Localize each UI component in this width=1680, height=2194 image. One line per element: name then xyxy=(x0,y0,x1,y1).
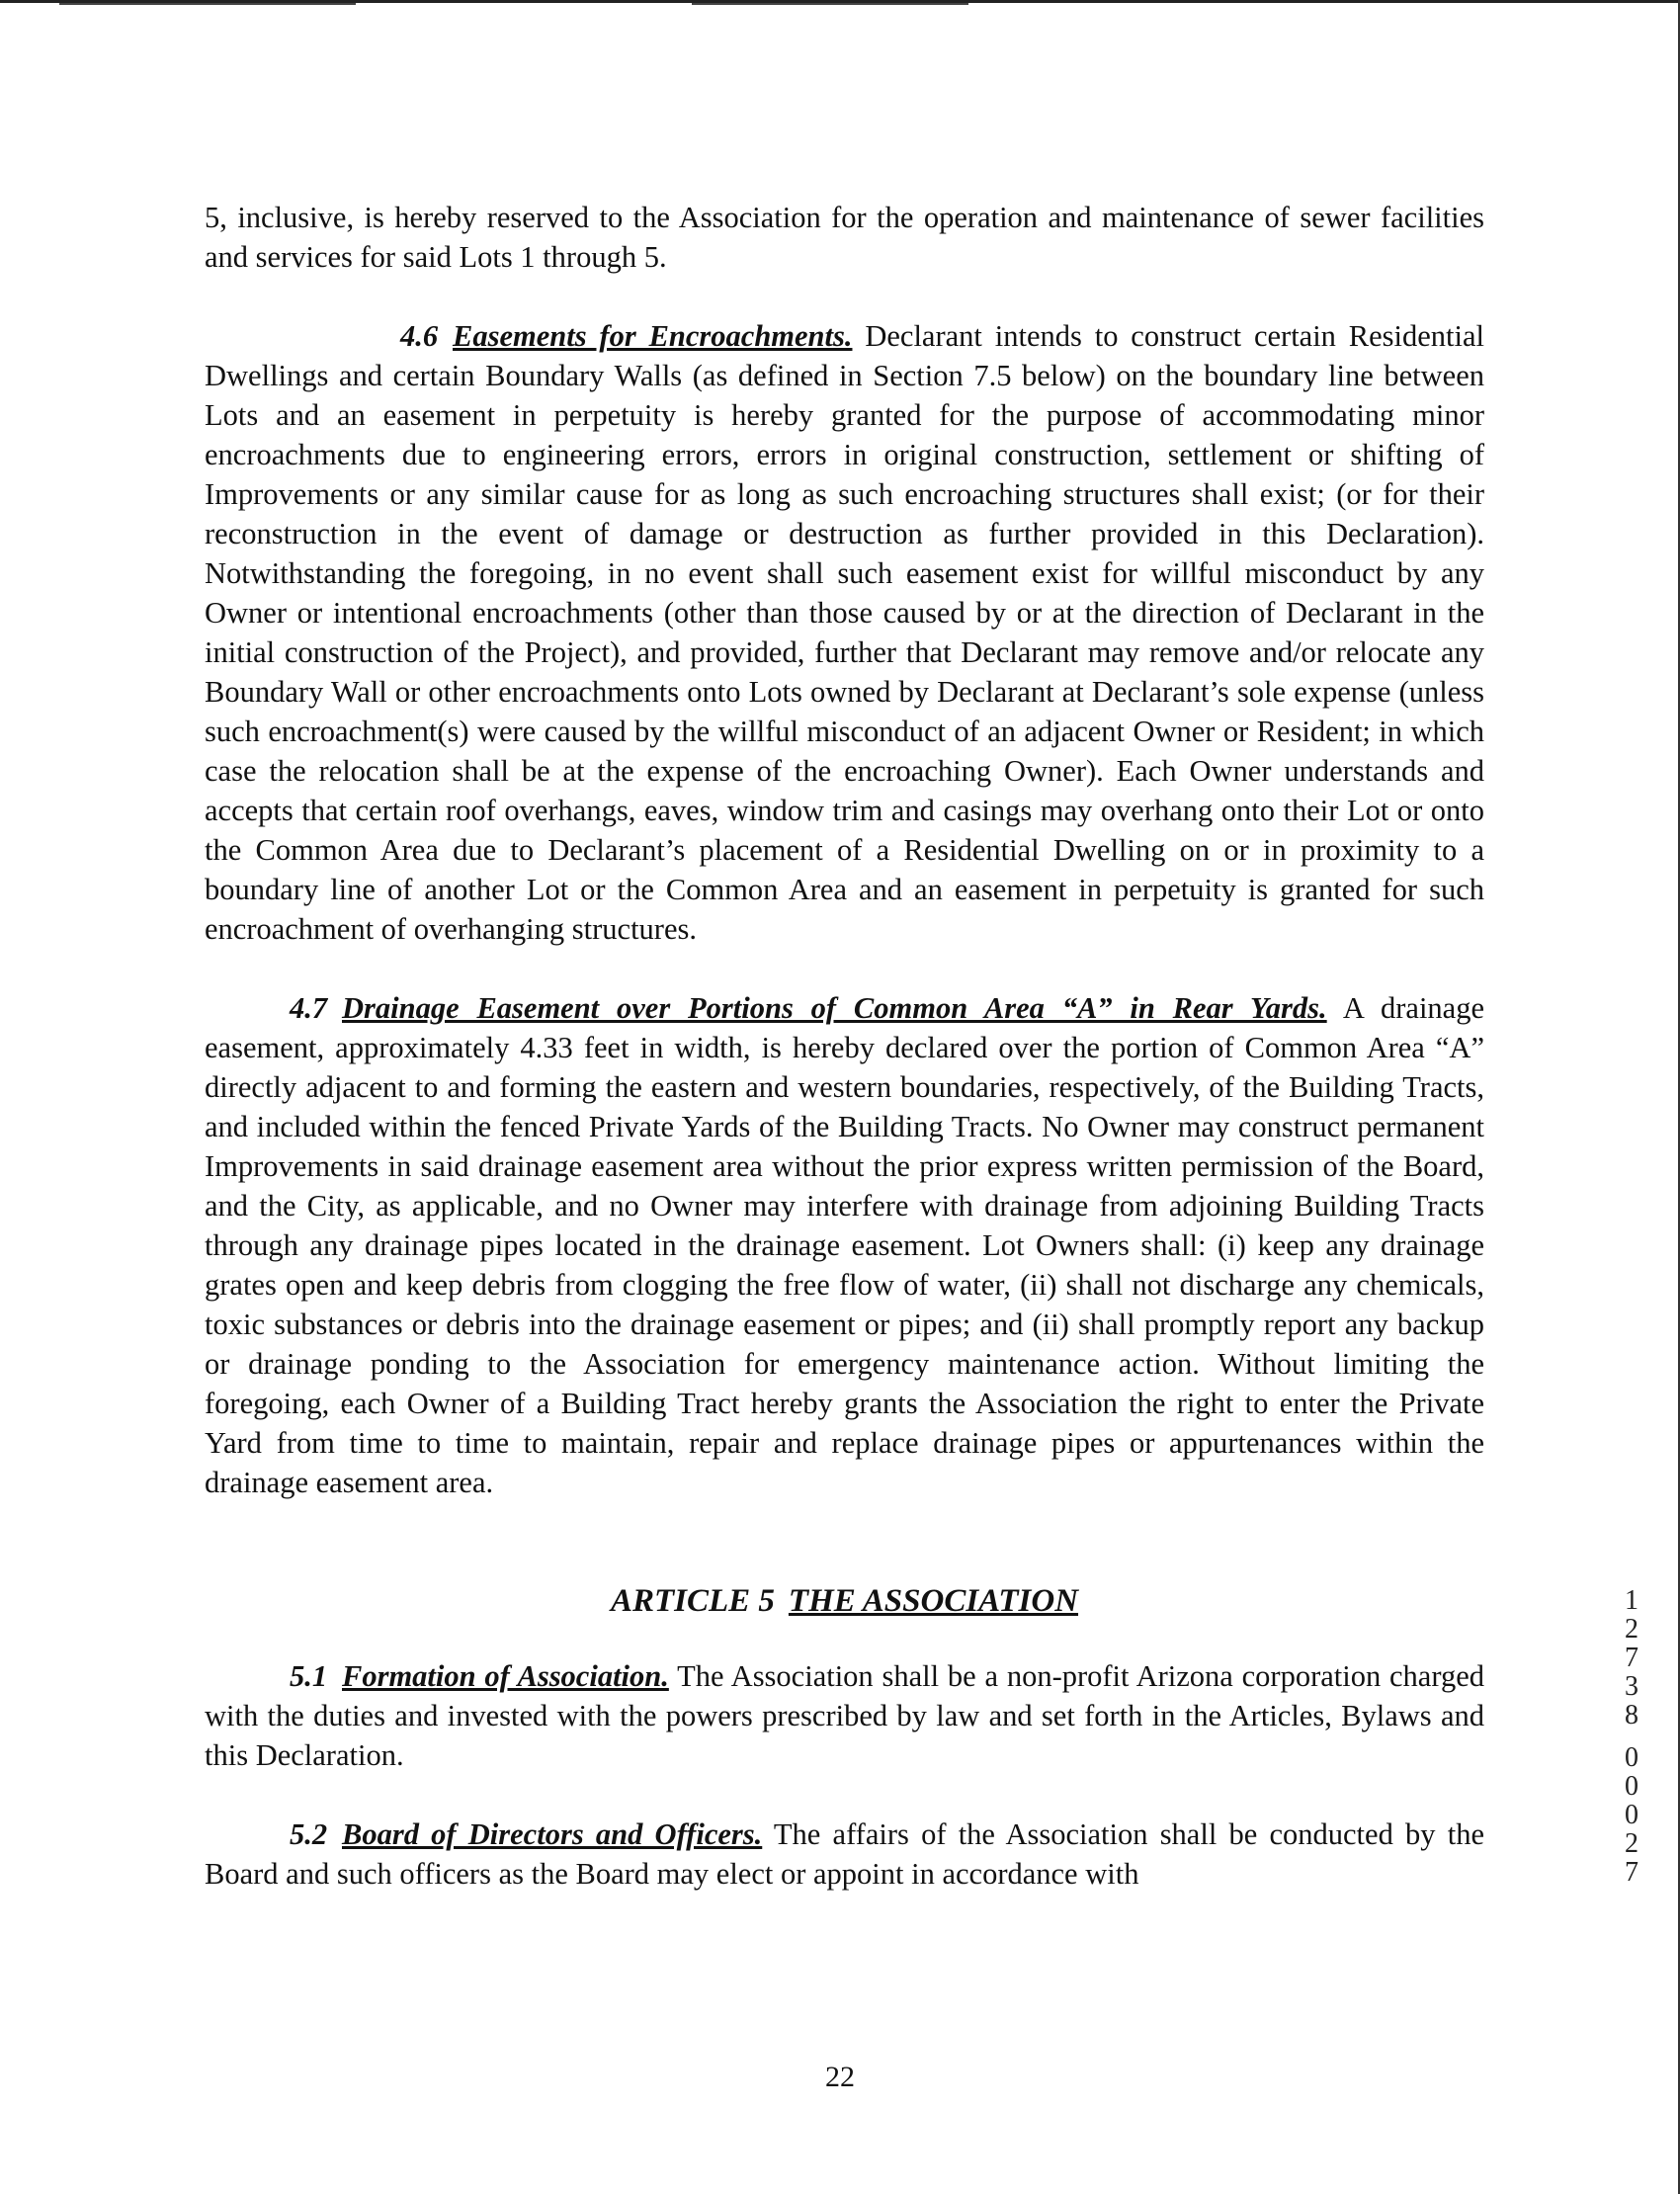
document-body xyxy=(205,198,1484,1894)
section-5-2 xyxy=(205,1814,1484,1894)
margin-document-stamp xyxy=(1617,1586,1646,1887)
stamp-digit: 7 xyxy=(1625,1857,1638,1888)
section-title: Drainage Easement over Portions of Common Area “A” in Rear Yards. xyxy=(342,991,1327,1025)
section-title: Easements for Encroachments. xyxy=(453,319,853,353)
stamp-digit: 1 xyxy=(1625,1585,1638,1616)
section-number: 5.1 xyxy=(290,1659,328,1693)
page-number: 22 xyxy=(825,2061,855,2093)
stamp-digit: 8 xyxy=(1625,1700,1638,1730)
section-body: A drainage easement, approximately 4.33 feet in width, is hereby declared over the portion of Common Area “A” directly adjacent to and forming the eastern and western boundaries, respectively, of the Building Tracts, and included within the fenced Private Yards of the Building Tracts. No Owner may construct permanent Improvements in said drainage easement area without the prior express written permission of the Board, and the City, as applicable, and no Owner may interfere with drainage from adjoining Building Tracts through any drainage pipes located in the drainage easement. Lot Owners shall: (i) keep any drainage grates open and keep debris from clogging the free flow of water, (ii) shall not discharge any chemicals, toxic substances or debris into the drainage easement or pipes; and (ii) shall promptly report any backup or drainage ponding to the Association for emergency maintenance action. Without limiting the foregoing, each Owner of a Building Tract hereby grants the Association the right to enter the Private Yard from time to time to maintain, repair and replace drainage pipes or appurtenances within the drainage easement area. xyxy=(205,991,1485,1499)
stamp-digit: 0 xyxy=(1625,1800,1638,1830)
continued-paragraph: 5, inclusive, is hereby reserved to the Association for the operation and maintenance of sewer facilities and services for said Lots 1 through 5. xyxy=(205,201,1484,274)
section-number: 4.7 xyxy=(290,991,328,1025)
section-4-6 xyxy=(205,316,1484,949)
top-border-fragment xyxy=(692,3,968,5)
article-title: THE ASSOCIATION xyxy=(788,1583,1079,1619)
section-4-7 xyxy=(205,988,1484,1502)
section-title: Board of Directors and Officers. xyxy=(342,1817,763,1851)
section-body: The Association shall be a non-profit Arizona corporation charged with the duties and invested with the powers prescribed by law and set forth in the Articles, Bylaws and this Declaration. xyxy=(205,1659,1484,1772)
article-heading xyxy=(205,1577,1484,1625)
stamp-digit: 3 xyxy=(1625,1671,1638,1702)
stamp-digit: 2 xyxy=(1625,1614,1638,1645)
stamp-digit: 7 xyxy=(1625,1643,1638,1673)
section-body: Declarant intends to construct certain Residential Dwellings and certain Boundary Walls (as defined in Section 7.5 below) on the boundary line between Lots and an easement in perpetuity is hereby granted for the purpose of accommodating minor encroachments due to engineering errors, errors in original construction, settlement or shifting of Improvements or any similar cause for as long as such encroaching structures shall exist; (or for their reconstruction in the event of damage or destruction as further provided in this Declaration). Notwithstanding the foregoing, in no event shall such easement exist for willful misconduct by any Owner or intentional encroachments (other than those caused by or at the direction of Declarant in the initial construction of the Project), and provided, further that Declarant may remove and/or relocate any Boundary Wall or other encroachments onto Lots owned by Declarant at Declarant’s sole expense (unless such encroachment(s) were caused by the willful misconduct of an adjacent Owner or Resident; in which case the relocation shall be at the expense of the encroaching Owner). Each Owner understands and accepts that certain roof overhangs, eaves, window trim and casings may overhang onto their Lot or onto the Common Area due to Declarant’s placement of a Residential Dwelling on or in proximity to a boundary line of another Lot or the Common Area and an easement in perpetuity is granted for such encroachment of overhanging structures. xyxy=(205,319,1485,946)
section-5-1 xyxy=(205,1656,1484,1775)
stamp-digit: 0 xyxy=(1625,1771,1638,1802)
article-label: ARTICLE 5 xyxy=(610,1583,775,1619)
section-title: Formation of Association. xyxy=(342,1659,669,1693)
stamp-digit: 0 xyxy=(1625,1742,1638,1773)
top-border-fragment xyxy=(59,3,356,5)
section-body: The affairs of the Association shall be conducted by the Board and such officers as the Board may elect or appoint in accordance with xyxy=(205,1817,1484,1891)
stamp-digit: 2 xyxy=(1625,1828,1638,1859)
section-number: 5.2 xyxy=(290,1817,328,1851)
section-number: 4.6 xyxy=(400,319,439,353)
